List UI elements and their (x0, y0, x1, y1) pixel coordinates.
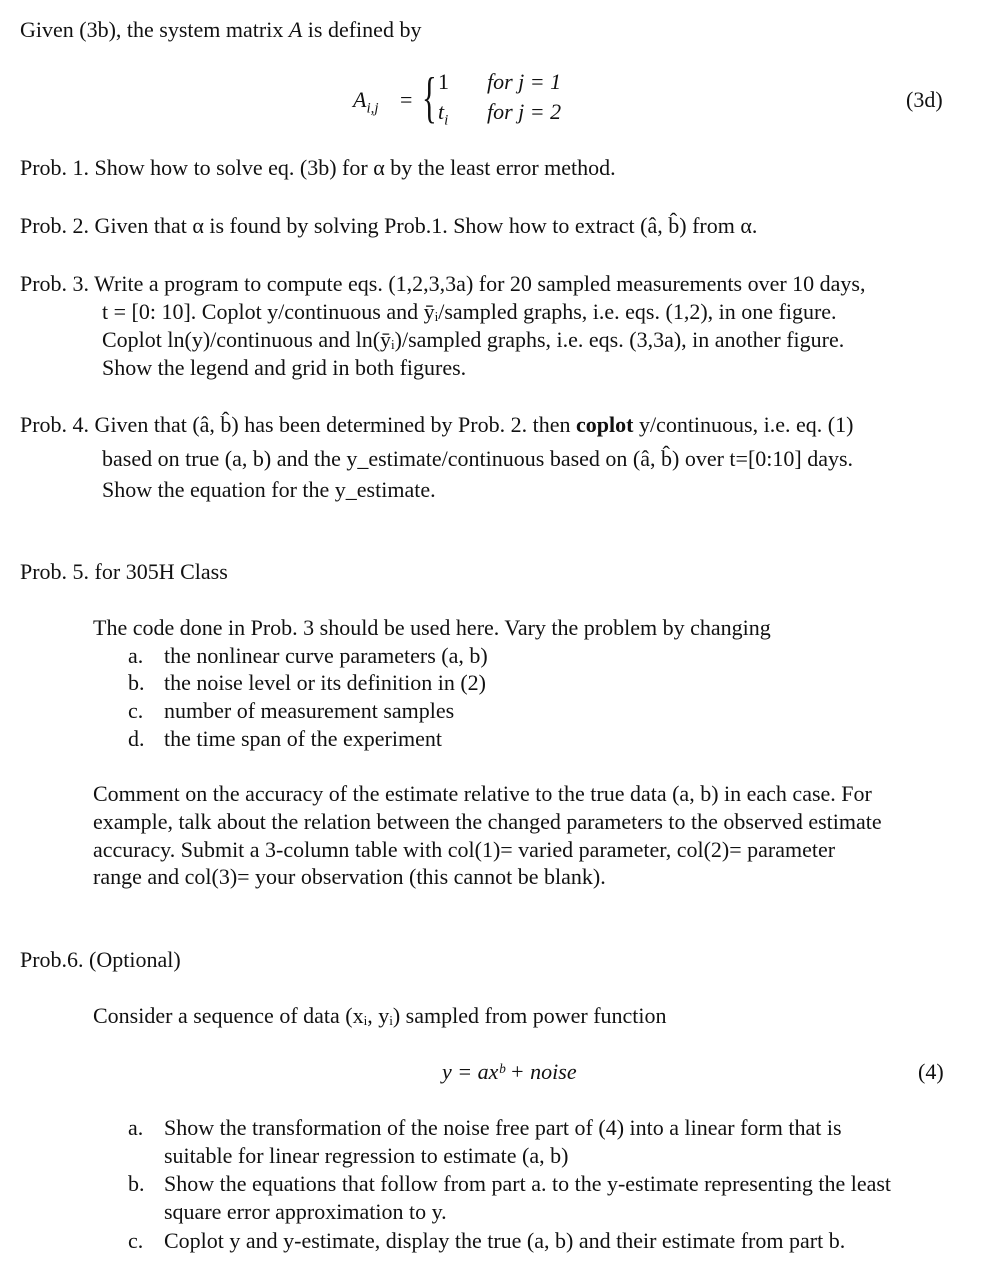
prob6-item-b-line2: square error approximation to y. (164, 1199, 447, 1224)
prob6-intro: Consider a sequence of data (xᵢ, yᵢ) sampled from power function (93, 1003, 667, 1028)
prob6-item-c-label: c. (128, 1228, 144, 1253)
prob5-item-b: the noise level or its definition in (2) (164, 670, 486, 695)
prob6-item-b-label: b. (128, 1171, 145, 1196)
prob3-line4: Show the legend and grid in both figures. (102, 355, 467, 380)
eq-brace: { (422, 67, 437, 129)
intro-line (20, 16, 421, 44)
prob6-equation: y = axᵇ + noise (442, 1059, 577, 1084)
prob6-item-a-line1: Show the transformation of the noise free part of (4) into a linear form that is (164, 1115, 842, 1140)
prob5-item-c: number of measurement samples (164, 698, 455, 723)
prob6-item-a-line2: suitable for linear regression to estimate (a, b) (164, 1143, 569, 1168)
eq-case1-condition: for j = 1 (487, 69, 562, 94)
prob5-item-d: the time span of the experiment (164, 726, 442, 751)
prob4-coplot-bold: coplot (575, 412, 634, 437)
prob6-item-c-line1: Coplot y and y-estimate, display the true (a, b) and their estimate from part b. (164, 1228, 846, 1253)
eq-case1-value: 1 (438, 69, 449, 94)
prob2-text: Prob. 2. Given that α is found by solving Prob.1. Show how to extract (â, b̂) from α. (20, 213, 758, 238)
prob5-heading: Prob. 5. for 305H Class (20, 559, 228, 584)
eq-number-4: (4) (918, 1059, 944, 1084)
eq-number-3d: (3d) (906, 87, 943, 112)
prob6-item-b-line1: Show the equations that follow from part a. to the y-estimate representing the least (164, 1171, 892, 1196)
prob5-intro: The code done in Prob. 3 should be used here. Vary the problem by changing (93, 615, 771, 640)
prob5-item-b-label: b. (128, 670, 145, 695)
eq-case2-condition: for j = 2 (487, 99, 562, 124)
prob4-line1: Prob. 4. Given that (â, b̂) has been determined by Prob. 2. then coplot y/continuous, i.e. eq. (1) (20, 412, 854, 437)
eq-lhs: $A_{i,j}$ (353, 87, 379, 117)
prob5-item-a: the nonlinear curve parameters (a, b) (164, 643, 488, 668)
prob5-comment-line3: accuracy. Submit a 3-column table with col(1)= varied parameter, col(2)= parameter (93, 837, 836, 862)
prob3-line3: Coplot ln(y)/continuous and ln(ȳᵢ)/sampled graphs, i.e. eqs. (3,3a), in another figure. (102, 327, 845, 352)
intro-var: A (288, 17, 303, 42)
prob6-item-a-label: a. (128, 1115, 144, 1140)
intro-text: Given (3b), the system matrix (20, 17, 289, 42)
prob3-line1: Prob. 3. Write a program to compute eqs. (1,2,3,3a) for 20 sampled measurements over 10 days, (20, 271, 866, 296)
prob4-line3: Show the equation for the y_estimate. (102, 477, 436, 502)
intro-text-end: is defined by (302, 17, 422, 42)
prob5-item-c-label: c. (128, 698, 144, 723)
prob5-item-a-label: a. (128, 643, 144, 668)
prob5-comment-line2: example, talk about the relation between the changed parameters to the observed estimate (93, 809, 882, 834)
prob5-comment-line4: range and col(3)= your observation (this cannot be blank). (93, 864, 606, 889)
prob4-line2: based on true (a, b) and the y_estimate/continuous based on (â, b̂) over t=[0:10] days. (102, 446, 854, 471)
eq-equals: = (400, 87, 413, 112)
prob5-item-d-label: d. (128, 726, 145, 751)
prob5-comment-line1: Comment on the accuracy of the estimate relative to the true data (a, b) in each case. For (93, 781, 872, 806)
prob3-line2: t = [0: 10]. Coplot y/continuous and ȳᵢ/sampled graphs, i.e. eqs. (1,2), in one figure. (102, 299, 837, 324)
eq-case2-value: $t_i$ (438, 99, 449, 129)
prob6-heading: Prob.6. (Optional) (20, 947, 181, 972)
prob1-text: Prob. 1. Show how to solve eq. (3b) for α by the least error method. (20, 155, 616, 180)
